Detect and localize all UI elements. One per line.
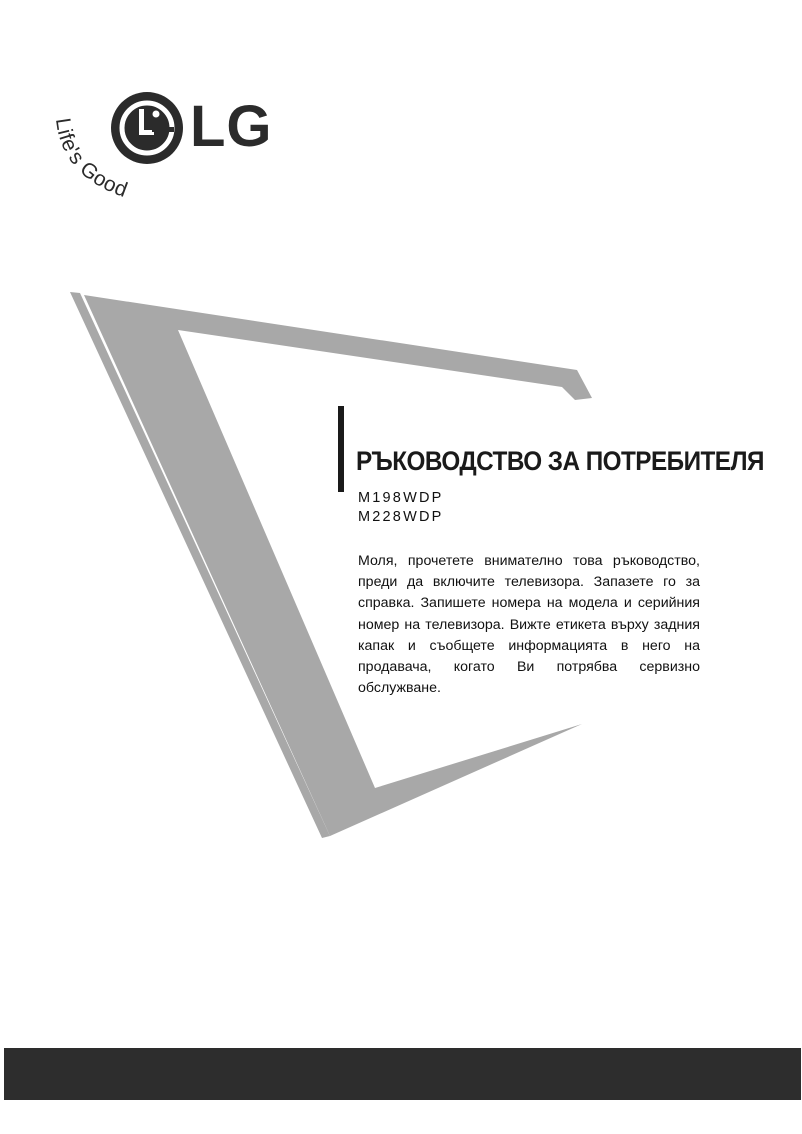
- slogan: [40, 85, 280, 235]
- manual-title: РЪКОВОДСТВО ЗА ПОТРЕБИТЕЛЯ: [356, 446, 764, 476]
- footer-band: [4, 1048, 801, 1100]
- model-number: M228WDP: [358, 509, 444, 525]
- lg-wordmark: LG: [190, 94, 273, 159]
- slogan-text: Life's Good: [50, 116, 131, 203]
- lg-logo: [40, 85, 280, 235]
- model-list: [358, 489, 444, 527]
- model-number: M198WDP: [358, 490, 444, 506]
- read-manual-notice: Моля, прочетете внимателно това ръководство, преди да включите телевизора. Запазете го за справка. Запишете номера на модела и серийния номер на телевизора. Вижте етикета върху задния капак и съобщете информацията в него на продавача, когато Ви потрябва сервизно обслужване.: [358, 553, 700, 697]
- title-accent-bar: [338, 406, 344, 492]
- frame-outer-stripe: [70, 292, 330, 838]
